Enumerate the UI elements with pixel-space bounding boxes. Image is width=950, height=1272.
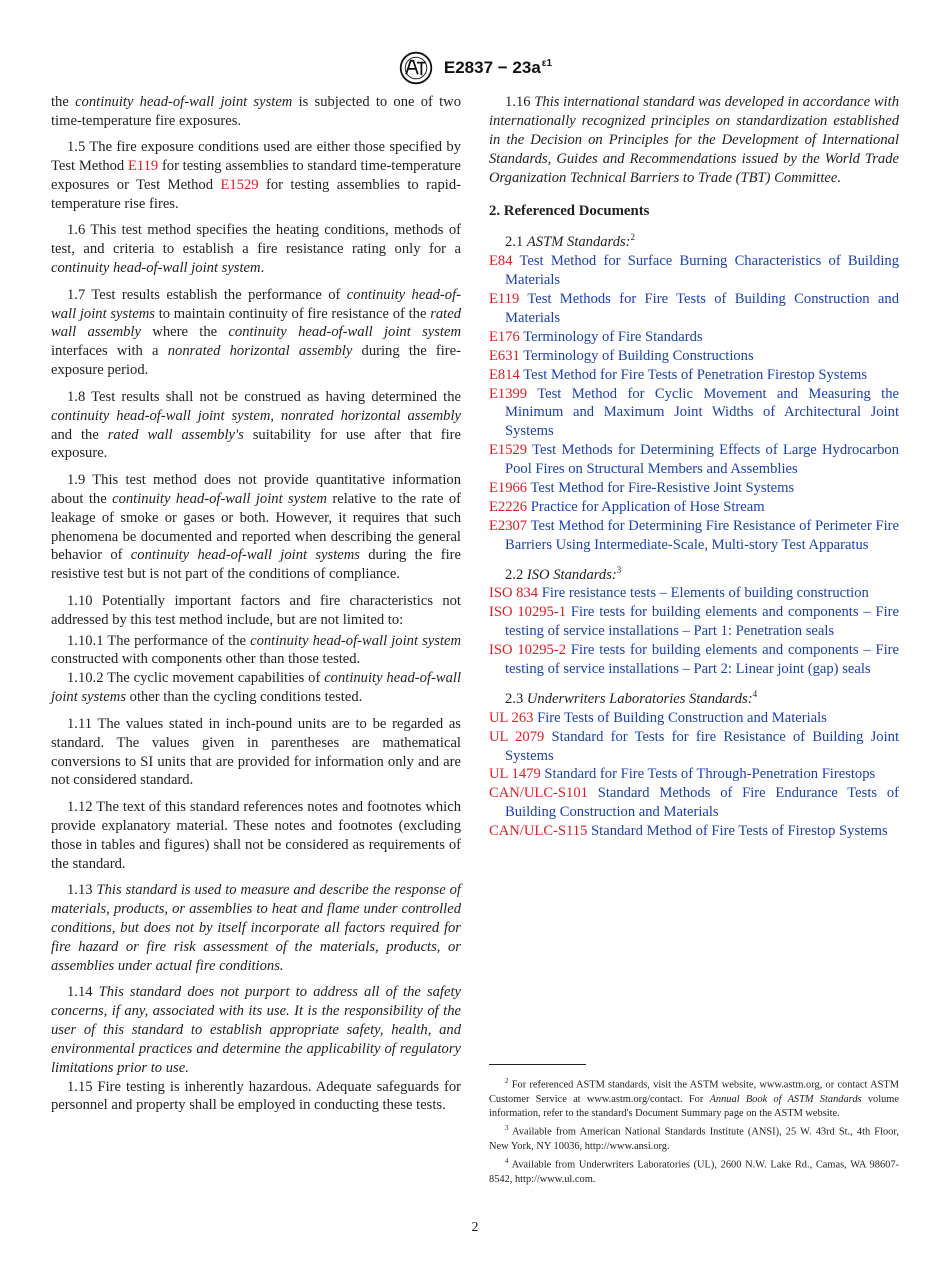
- reference-title-link[interactable]: Terminology of Fire Standards: [523, 328, 703, 345]
- reference-code-link[interactable]: E2307: [489, 517, 528, 534]
- right-column: [489, 93, 899, 841]
- astm-logo-icon: [398, 50, 434, 86]
- reference-entry[interactable]: [489, 765, 899, 784]
- reference-code-link[interactable]: E119: [489, 291, 520, 308]
- paragraph-1-7: 1.7 Test results establish the performance of continuity head-of-wall joint systems to maintain continuity of fire resistance of the rated wall assembly where the continuity head-of-wall joint system interfaces with a nonrated horizontal assembly during the fire-exposure period.: [51, 286, 461, 379]
- reference-entry[interactable]: [489, 441, 899, 479]
- edition-epsilon: ε1: [541, 58, 553, 69]
- left-column: [51, 93, 461, 1123]
- footnote-divider: [489, 1064, 586, 1065]
- reference-title-link[interactable]: Test Method for Cyclic Movement and Measuring the Minimum and Maximum Joint Widths of Architectural Joint Systems: [505, 385, 899, 440]
- section-title-referenced-documents: 2. Referenced Documents: [489, 202, 650, 219]
- reference-title-link[interactable]: Test Methods for Determining Effects of Large Hydrocarbon Pool Fires on Structural Members and Assemblies: [505, 442, 899, 478]
- reference-code-link[interactable]: UL 1479: [489, 766, 541, 783]
- reference-code-link[interactable]: E2226: [489, 498, 528, 515]
- iso-standards-heading: 2.2 ISO Standards:$^3$: [505, 564, 622, 583]
- reference-title-link[interactable]: Terminology of Building Constructions: [523, 347, 754, 364]
- reference-code-link[interactable]: E84: [489, 253, 513, 270]
- reference-code-link[interactable]: CAN/ULC-S115: [489, 823, 588, 840]
- reference-title-link[interactable]: Standard for Tests for fire Resistance of Building Joint Systems: [505, 728, 899, 764]
- reference-code-link[interactable]: ISO 10295-1: [489, 604, 567, 621]
- paragraph-1-8: 1.8 Test results shall not be construed as having determined the continuity head-of-wall joint system, nonrated horizontal assembly and the rated wall assembly's suitability for use after that fire exposure.: [51, 388, 461, 462]
- astm-reference-list: [489, 252, 899, 555]
- footnote-2: $^2$ For referenced ASTM standards, visit the ASTM website, www.astm.org, or contact ASTM Customer Service at www.astm.org/contact. For Annual Book of ASTM Standards volume information, refer to the standard's Document Summary page on the ASTM website.: [489, 1077, 899, 1119]
- reference-entry[interactable]: [489, 784, 899, 822]
- reference-entry[interactable]: [489, 822, 899, 841]
- reference-entry[interactable]: [489, 517, 899, 555]
- reference-entry[interactable]: [489, 709, 899, 728]
- reference-code-link[interactable]: ISO 10295-2: [489, 642, 567, 659]
- astm-standards-heading: 2.1 ASTM Standards:$^2$: [505, 232, 636, 251]
- reference-title-link[interactable]: Test Methods for Fire Tests of Building Construction and Materials: [505, 291, 899, 326]
- reference-entry[interactable]: [489, 584, 899, 603]
- link-e119[interactable]: E119: [127, 158, 159, 175]
- footnote-3: $^3$ Available from American National Standards Institute (ANSI), 25 W. 43rd St., 4th Floor, New York, NY 10036, http://www.ansi.org.: [489, 1124, 899, 1152]
- reference-title-link[interactable]: Fire resistance tests – Elements of building construction: [541, 585, 869, 602]
- reference-entry[interactable]: [489, 328, 899, 347]
- reference-code-link[interactable]: UL 263: [489, 709, 534, 726]
- paragraph-1-11: 1.11 The values stated in inch-pound units are to be regarded as standard. The values given in parentheses are mathematical conversions to SI units that are provided for information only and are not considered standard.: [51, 715, 461, 789]
- reference-title-link[interactable]: Test Method for Fire-Resistive Joint Systems: [530, 480, 795, 497]
- reference-entry[interactable]: [489, 366, 899, 385]
- ul-reference-list: [489, 709, 899, 841]
- footnotes: [489, 1074, 899, 1187]
- reference-code-link[interactable]: ISO 834: [489, 585, 539, 602]
- reference-code-link[interactable]: E814: [489, 366, 520, 383]
- reference-code-link[interactable]: CAN/ULC-S101: [489, 785, 588, 802]
- reference-entry[interactable]: [489, 498, 899, 517]
- reference-code-link[interactable]: E631: [489, 347, 520, 364]
- paragraph-1-10: 1.10 Potentially important factors and fire characteristics not addressed by this test method include, but are not limited to:: [51, 592, 461, 628]
- page-header: [0, 50, 950, 86]
- reference-code-link[interactable]: E1966: [489, 480, 528, 497]
- reference-entry[interactable]: [489, 290, 899, 328]
- reference-title-link[interactable]: Test Method for Fire Tests of Penetration Firestop Systems: [523, 366, 868, 383]
- footnote-4: $^4$ Available from Underwriters Laboratories (UL), 2600 N.W. Lake Rd., Camas, WA 98607-8542, http://www.ul.com.: [489, 1156, 899, 1185]
- reference-code-link[interactable]: E1529: [489, 442, 528, 459]
- paragraph-1-12: 1.12 The text of this standard references notes and footnotes which provide explanatory material. These notes and footnotes (excluding those in tables and figures) shall not be considered as requirements of the standard.: [51, 798, 461, 872]
- iso-reference-list: [489, 584, 899, 679]
- paragraph-1-10-1: 1.10.1 The performance of the continuity head-of-wall joint system constructed with components other than those tested.: [51, 632, 461, 668]
- paragraph-1-6: 1.6 This test method specifies the heating conditions, methods of test, and criteria to establish a fire resistance rating only for a continuity head-of-wall joint system.: [51, 222, 461, 277]
- link-e1529[interactable]: E1529: [220, 177, 259, 194]
- reference-title-link[interactable]: Standard Method of Fire Tests of Firestop Systems: [591, 823, 888, 840]
- reference-entry[interactable]: [489, 385, 899, 442]
- reference-entry[interactable]: [489, 728, 899, 766]
- reference-title-link[interactable]: Fire tests for building elements and components – Fire testing of service installations – Part 1: Penetration seals: [505, 604, 899, 640]
- document-designation: $E2837 - 23a^{\varepsilon 1}$: [443, 58, 553, 77]
- page-number: 2: [471, 1220, 479, 1235]
- reference-title-link[interactable]: Standard Methods of Fire Endurance Tests of Building Construction and Materials: [505, 785, 899, 821]
- paragraph-1-15: 1.15 Fire testing is inherently hazardous. Adequate safeguards for personnel and property shall be employed in conducting these tests.: [51, 1078, 461, 1114]
- paragraph-1-13: 1.13 This standard is used to measure and describe the response of materials, products, or assemblies to heat and flame under controlled conditions, but does not by itself incorporate all factors required for fire hazard or fire risk assessment of the materials, products, or assemblies under actual fire conditions.: [51, 881, 461, 974]
- reference-entry[interactable]: [489, 603, 899, 641]
- reference-title-link[interactable]: Standard for Fire Tests of Through-Penetration Firestops: [544, 766, 876, 783]
- ul-standards-heading: 2.3 Underwriters Laboratories Standards:$^4$: [505, 689, 758, 707]
- paragraph-1-4-cont: the continuity head-of-wall joint system is subjected to one of two time-temperature fire exposures.: [51, 94, 461, 129]
- paragraph-1-10-2: 1.10.2 The cyclic movement capabilities of continuity head-of-wall joint systems other than the cycling conditions tested.: [51, 670, 461, 706]
- reference-entry[interactable]: [489, 641, 899, 679]
- reference-title-link[interactable]: Practice for Application of Hose Stream: [530, 498, 765, 515]
- paragraph-1-5: 1.5 The fire exposure conditions used are either those specified by Test Method E119 for testing assemblies to standard time-temperature exposures or Test Method E1529 for testing assemblies to rapid-temperature rise fires.: [51, 139, 461, 213]
- reference-title-link[interactable]: Test Method for Surface Burning Characteristics of Building Materials: [505, 253, 899, 289]
- reference-title-link[interactable]: Fire tests for building elements and components – Fire testing of service installations – Part 2: Linear joint (gap) seals: [505, 642, 899, 678]
- reference-code-link[interactable]: E176: [489, 328, 520, 345]
- reference-code-link[interactable]: E1399: [489, 385, 528, 402]
- reference-title-link[interactable]: Test Method for Determining Fire Resistance of Perimeter Fire Barriers Using Intermediate-Scale, Multi-story Test Apparatus: [505, 517, 899, 553]
- reference-entry[interactable]: [489, 252, 899, 290]
- paragraph-1-9: 1.9 This test method does not provide quantitative information about the continuity head-of-wall joint system relative to the rate of leakage of smoke or gases or both. However, it requires that such phenomena be documented and reported when describing the general behavior of continuity head-of-wall joint systems during the fire resistive test but is not part of the conditions of compliance.: [51, 471, 461, 583]
- paragraph-1-16: 1.16 This international standard was developed in accordance with internationally recognized principles on standardization established in the Decision on Principles for the Development of International Standards, Guides and Recommendations issued by the World Trade Organization Technical Barriers to Trade (TBT) Committee.: [489, 94, 900, 186]
- reference-entry[interactable]: [489, 479, 899, 498]
- reference-code-link[interactable]: UL 2079: [489, 728, 545, 745]
- reference-entry[interactable]: [489, 347, 899, 366]
- paragraph-1-14: 1.14 This standard does not purport to address all of the safety concerns, if any, associated with its use. It is the responsibility of the user of this standard to establish appropriate safety, health, and environmental practices and determine the applicability of regulatory limitations prior to use.: [51, 983, 461, 1076]
- reference-title-link[interactable]: Fire Tests of Building Construction and Materials: [537, 709, 827, 726]
